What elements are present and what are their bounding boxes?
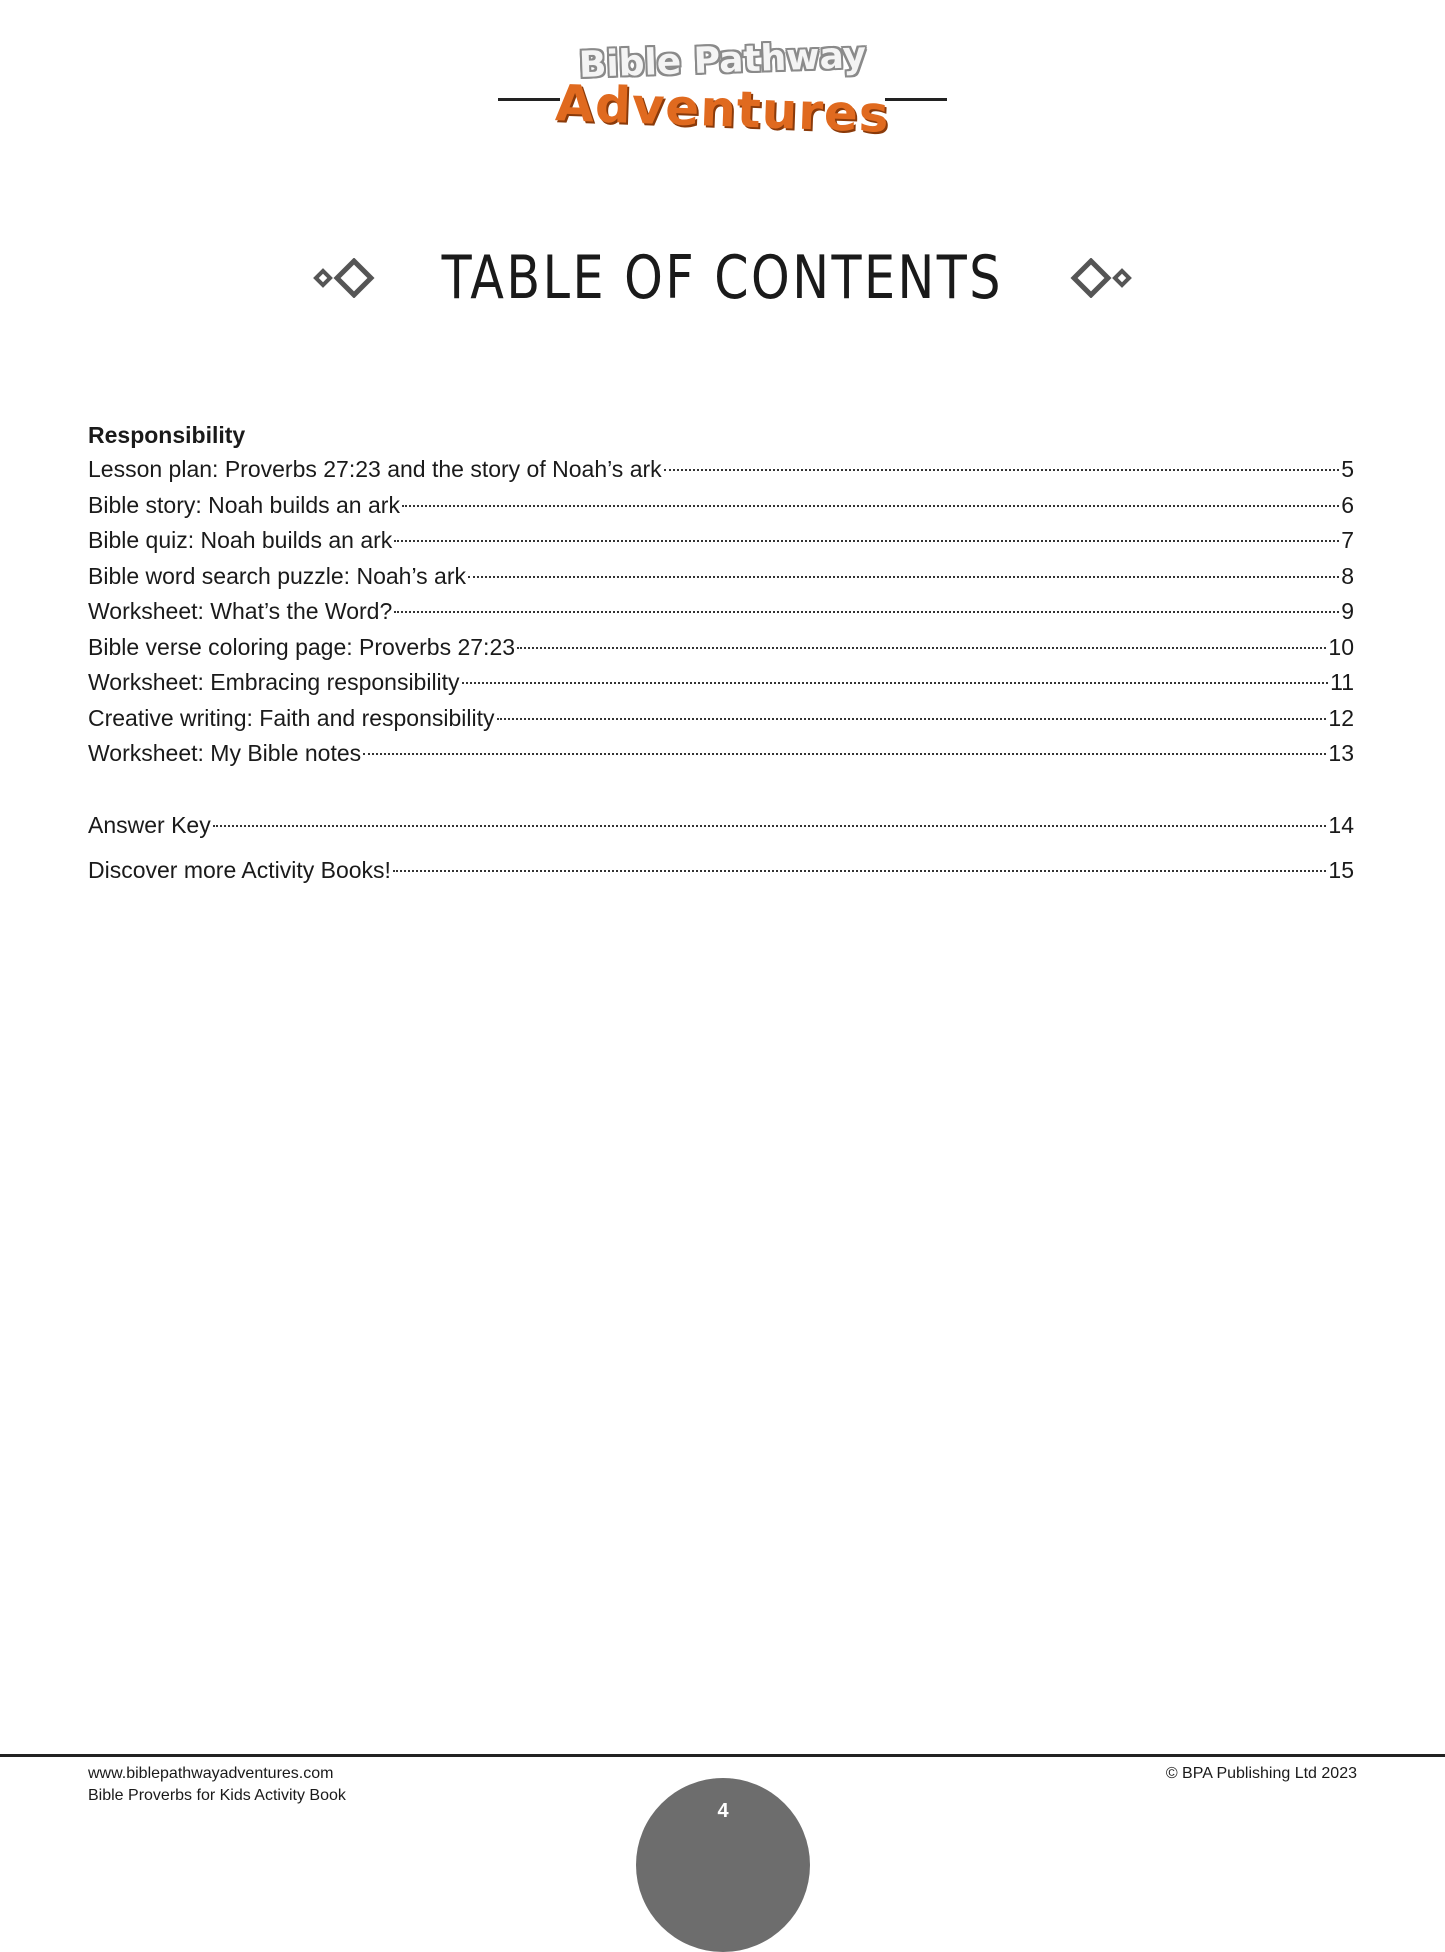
- toc-entry-label: Bible word search puzzle: Noah’s ark: [88, 562, 466, 589]
- toc-entry-label: Worksheet: My Bible notes: [88, 740, 362, 766]
- toc-entry-page: 5: [1341, 456, 1354, 482]
- toc-entry[interactable]: [88, 523, 1354, 559]
- footer-book-title: Bible Proverbs for Kids Activity Book: [88, 1787, 346, 1804]
- toc-entry[interactable]: [88, 736, 1354, 772]
- footer-left: [88, 1763, 346, 1807]
- toc-entry-page: 14: [1328, 811, 1354, 838]
- toc-entry-label: Discover more Activity Books!: [88, 857, 391, 883]
- title-row: [0, 238, 1445, 318]
- dot-leader: [363, 753, 1326, 755]
- toc-entry-label: Worksheet: Embracing responsibility: [88, 669, 460, 695]
- dot-leader: [402, 505, 1339, 507]
- toc-entry-label: Worksheet: What’s the Word?: [88, 598, 393, 624]
- footer-copyright: © BPA Publishing Ltd 2023: [1165, 1765, 1357, 1782]
- toc-entry[interactable]: [88, 594, 1354, 630]
- dot-leader: [393, 870, 1326, 872]
- page-number: 4: [717, 1800, 729, 1822]
- toc-entry-label: Bible verse coloring page: Proverbs 27:23: [88, 633, 516, 660]
- toc-entry-page: 10: [1328, 633, 1354, 660]
- toc-entry-label: Lesson plan: Proverbs 27:23 and the story of Noah’s ark: [88, 456, 662, 482]
- diamond-ornament-left-icon: [310, 258, 380, 298]
- toc-entry-page: 8: [1341, 562, 1354, 589]
- toc-entry-page: 6: [1341, 491, 1354, 518]
- toc-entry[interactable]: [88, 630, 1354, 666]
- toc-entry-answer-key[interactable]: [88, 808, 1354, 844]
- toc-entry[interactable]: [88, 665, 1354, 701]
- dot-leader: [664, 469, 1340, 471]
- toc-entry-discover-more[interactable]: [88, 853, 1354, 889]
- toc-entry-page: 9: [1341, 598, 1354, 624]
- logo: [0, 34, 1445, 150]
- dot-leader: [394, 611, 1339, 613]
- toc-entry-label: Answer Key: [88, 811, 211, 838]
- page-title: TABLE OF CONTENTS: [441, 243, 1004, 313]
- toc-entry-label: Bible quiz: Noah builds an ark: [88, 527, 393, 553]
- toc-entry-page: 13: [1328, 740, 1354, 766]
- toc-entry-page: 7: [1341, 527, 1354, 553]
- toc-entry-page: 15: [1328, 857, 1354, 883]
- toc-entry-page: 11: [1330, 669, 1354, 695]
- table-of-contents: [88, 418, 1354, 889]
- dot-leader: [497, 718, 1327, 720]
- toc-entry-page: 12: [1328, 704, 1354, 731]
- toc-section-heading: Responsibility: [88, 422, 246, 448]
- spacer: [88, 772, 1354, 808]
- dot-leader: [517, 647, 1326, 649]
- dot-leader: [462, 682, 1329, 684]
- toc-entry[interactable]: [88, 701, 1354, 737]
- footer-rule: [0, 1754, 1445, 1757]
- toc-entry-label: Bible story: Noah builds an ark: [88, 491, 400, 518]
- footer-website[interactable]: www.biblepathwayadventures.com: [88, 1765, 334, 1782]
- toc-entry[interactable]: [88, 559, 1354, 595]
- dot-leader: [394, 540, 1339, 542]
- dot-leader: [213, 825, 1327, 827]
- spacer: [88, 843, 1354, 853]
- logo-text-top: Bible Pathway: [578, 34, 867, 87]
- toc-entry[interactable]: [88, 452, 1354, 488]
- logo-text-bottom: Adventures: [554, 74, 891, 144]
- diamond-ornament-right-icon: [1065, 258, 1135, 298]
- toc-entry-label: Creative writing: Faith and responsibility: [88, 704, 495, 731]
- dot-leader: [468, 576, 1339, 578]
- toc-entry[interactable]: [88, 488, 1354, 524]
